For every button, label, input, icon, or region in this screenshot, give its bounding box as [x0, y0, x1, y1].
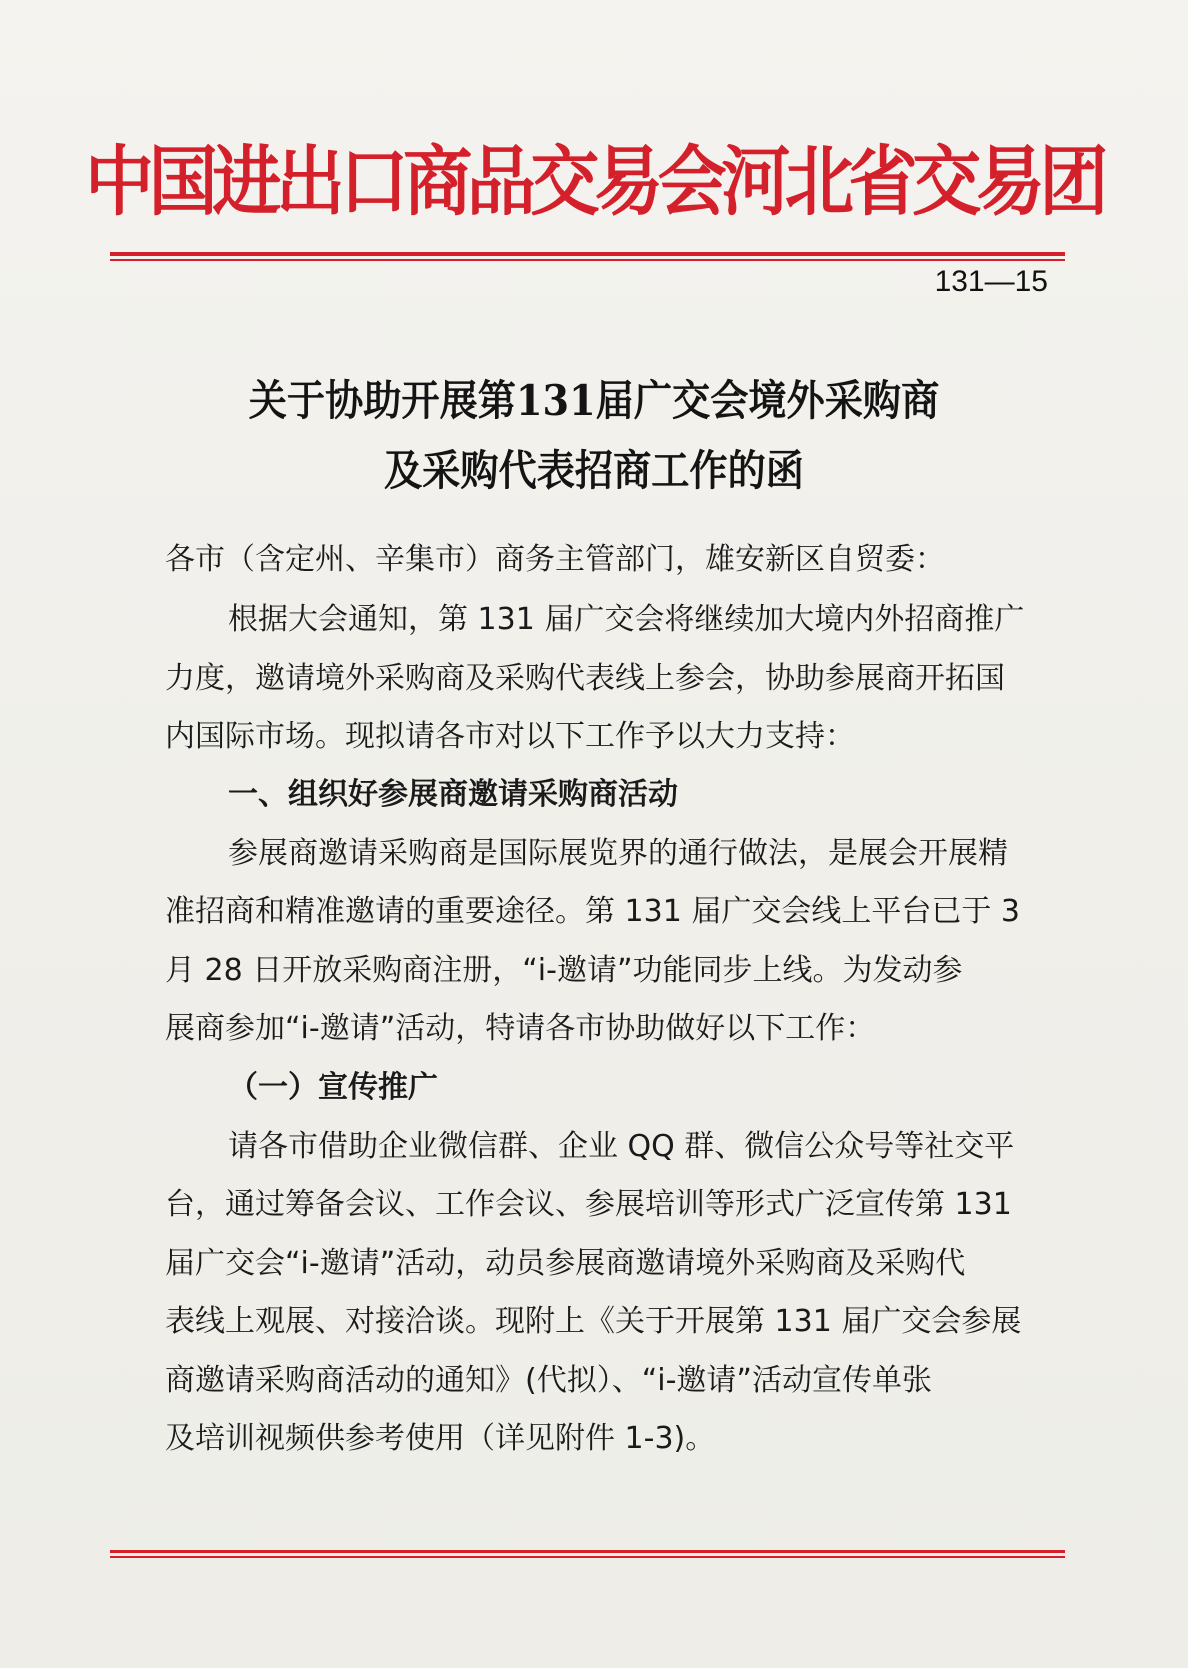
paragraph-line: 力度，邀请境外采购商及采购代表线上参会，协助参展商开拓国: [165, 661, 1005, 696]
footer-rule-thick: [110, 1550, 1065, 1553]
document-number: 131—15: [934, 265, 1048, 298]
paragraph-line: 请各市借助企业微信群、企业 QQ 群、微信公众号等社交平: [228, 1129, 1015, 1164]
document-title-line-1: 关于协助开展第131届广交会境外采购商: [248, 376, 940, 425]
salutation: 各市（含定州、辛集市）商务主管部门，雄安新区自贸委：: [165, 542, 945, 577]
paragraph-line: 月 28 日开放采购商注册，“i-邀请”功能同步上线。为发动参: [165, 953, 963, 988]
subsection-heading: （一）宣传推广: [228, 1070, 438, 1105]
document-title-line-2: 及采购代表招商工作的函: [384, 446, 804, 495]
section-heading: 一、组织好参展商邀请采购商活动: [228, 777, 678, 812]
paragraph-line: 台，通过筹备会议、工作会议、参展培训等形式广泛宣传第 131: [165, 1187, 1012, 1222]
paragraph-line: 参展商邀请采购商是国际展览界的通行做法，是展会开展精: [228, 836, 1008, 871]
letterhead-organization: 中国进出口商品交易会河北省交易团: [84, 137, 1104, 226]
paragraph-line: 届广交会“i-邀请”活动，动员参展商邀请境外采购商及采购代: [165, 1246, 966, 1281]
paragraph-line: 表线上观展、对接洽谈。现附上《关于开展第 131 届广交会参展: [165, 1304, 1022, 1339]
paragraph-line: 商邀请采购商活动的通知》(代拟）、“i-邀请”活动宣传单张: [165, 1363, 932, 1398]
letterhead-rule-thin: [110, 259, 1065, 261]
paragraph-line: 及培训视频供参考使用（详见附件 1-3)。: [165, 1421, 716, 1456]
paragraph-line: 根据大会通知，第 131 届广交会将继续加大境内外招商推广: [228, 602, 1025, 637]
paragraph-line: 内国际市场。现拟请各市对以下工作予以大力支持：: [165, 719, 855, 754]
footer-rule-thin: [110, 1556, 1065, 1558]
paragraph-line: 展商参加“i-邀请”活动，特请各市协助做好以下工作：: [165, 1011, 876, 1046]
paragraph-line: 准招商和精准邀请的重要途径。第 131 届广交会线上平台已于 3: [165, 894, 1020, 929]
letterhead-rule-thick: [110, 252, 1065, 256]
